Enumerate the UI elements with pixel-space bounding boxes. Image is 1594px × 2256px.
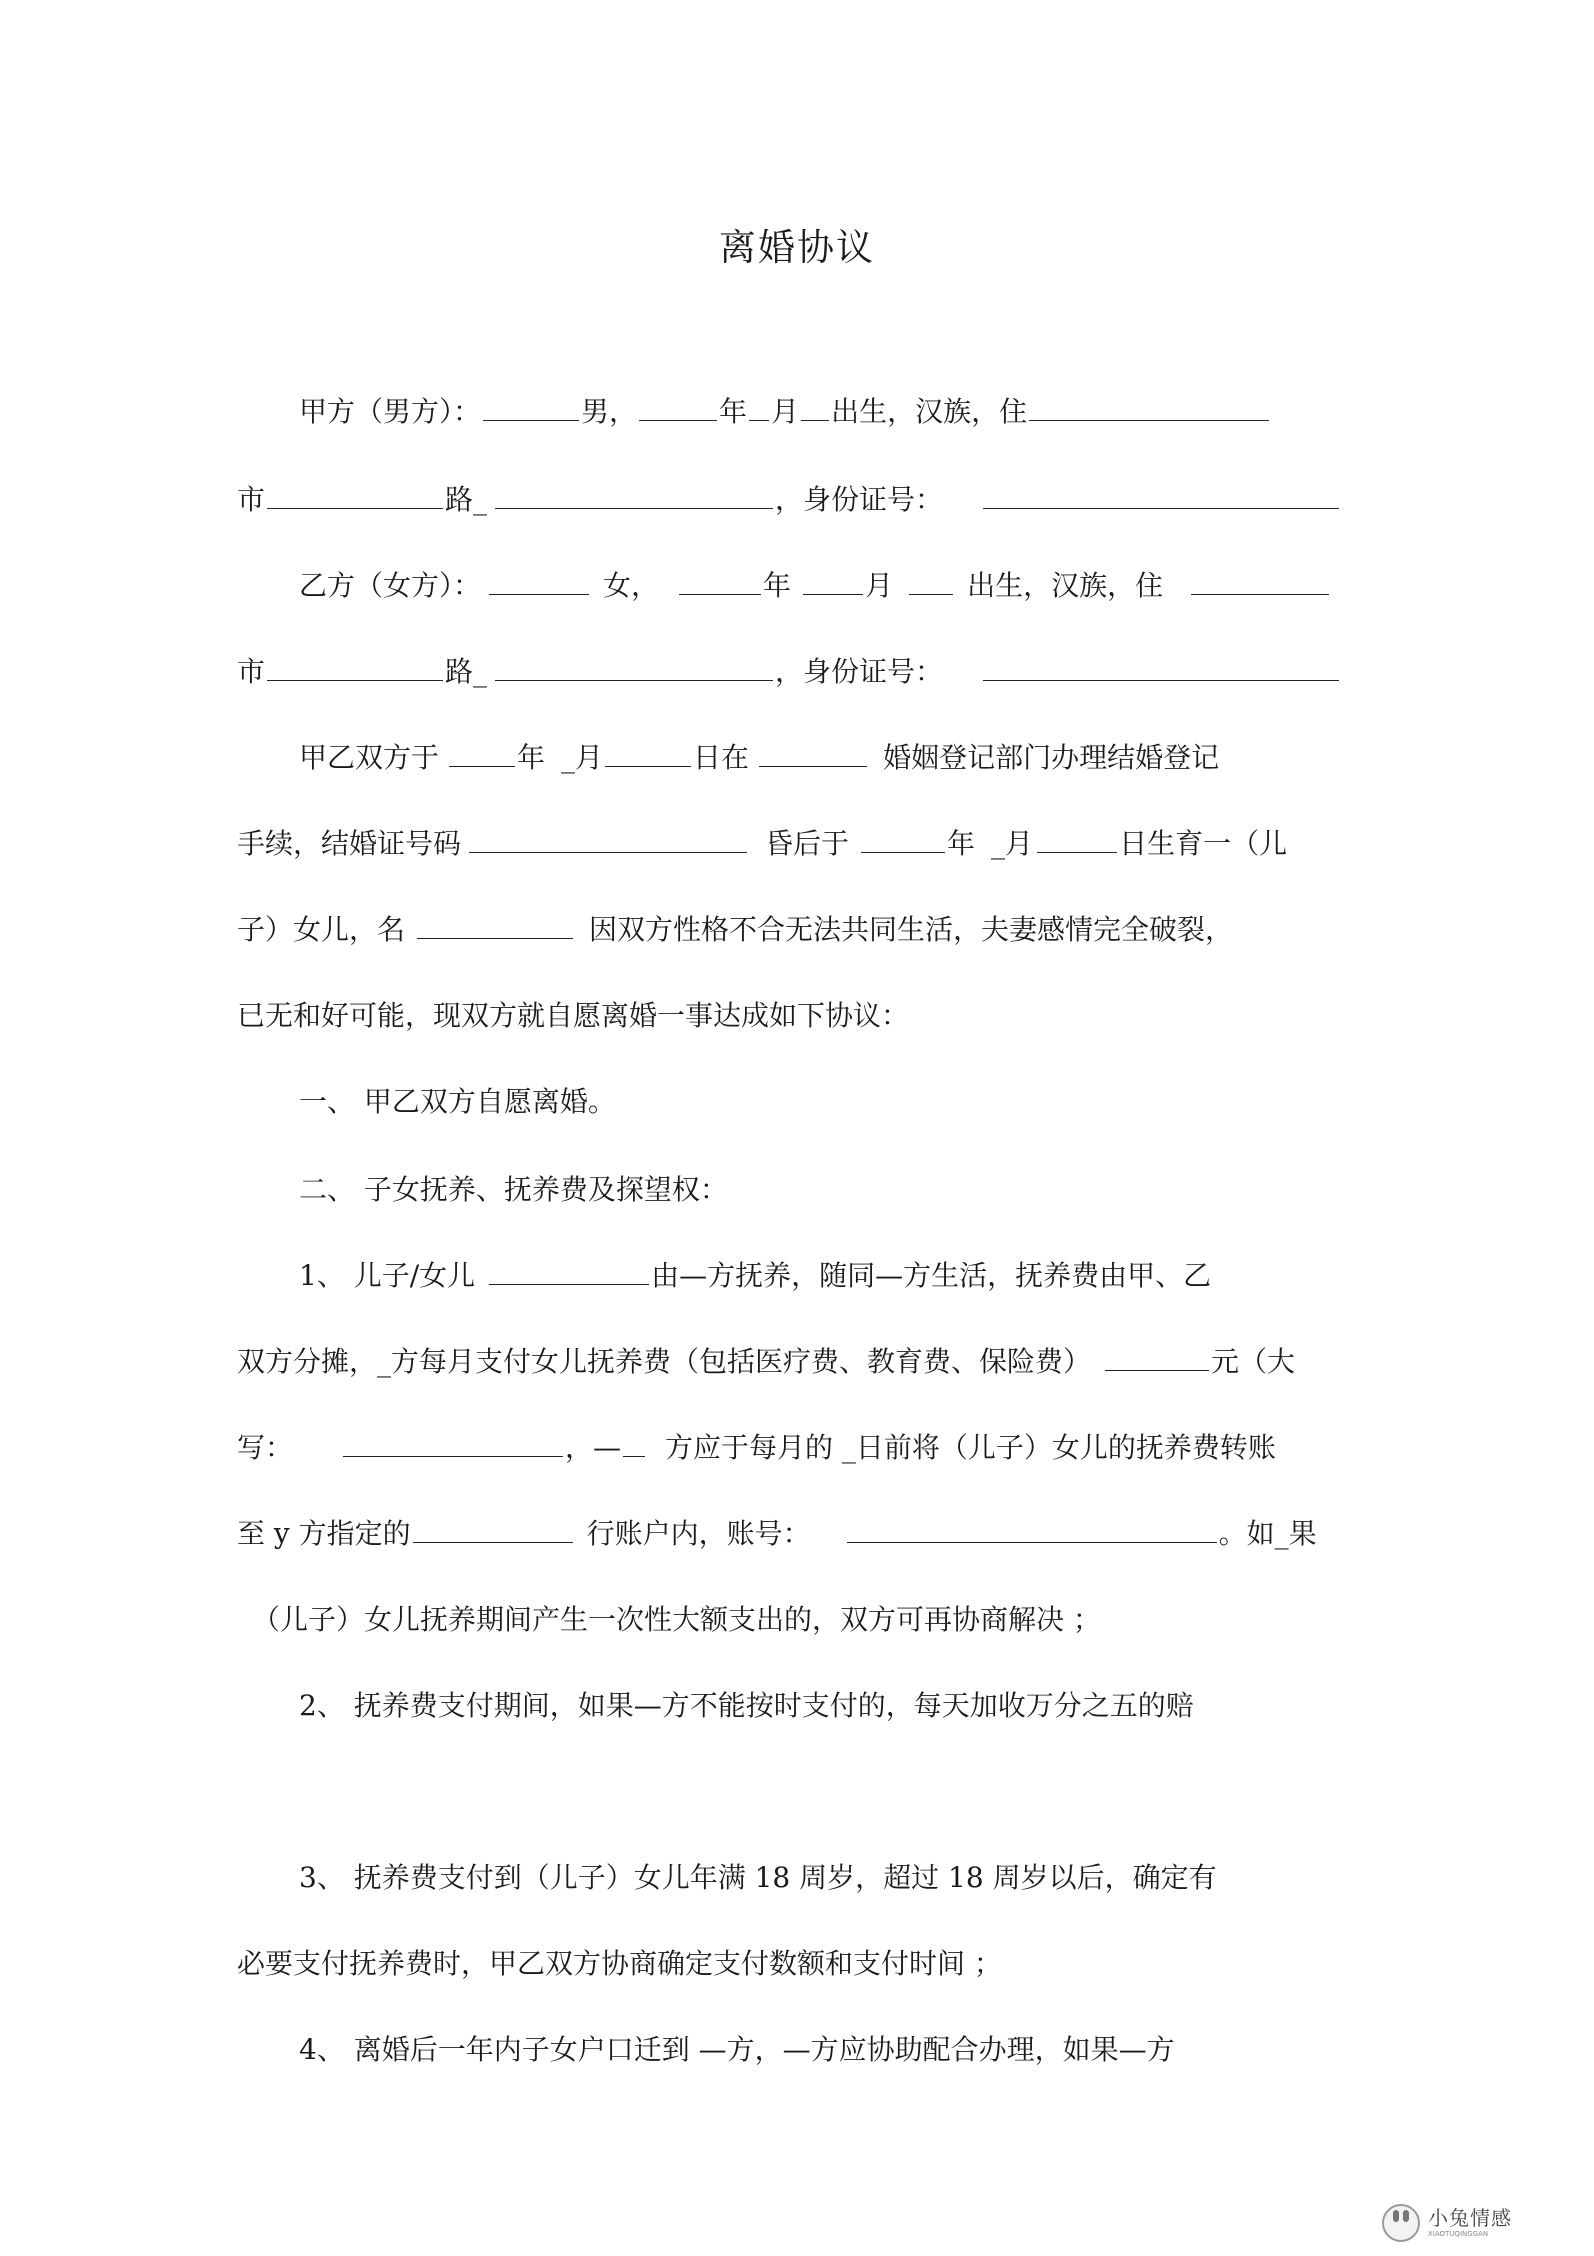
clause-2-1-line-4 [237,1504,1367,1564]
born-ethnic-residence-text: 出生，汉族，住 [831,395,1028,428]
after-marriage-text: 昏后于 [765,827,850,860]
custody-blank [489,1248,649,1285]
birth-month-blank [749,384,769,421]
marriage-year-text: 年 [517,741,546,774]
amount-in-words-label: 写： [237,1431,294,1464]
birth-day-blank-b [909,558,953,595]
late-payment-text: 2、 抚养费支付期间，如果—方不能按时支付的，每天加收万分之五的赔 [299,1689,1194,1722]
residence-blank-b [1191,558,1329,595]
custody-text: 由—方抚养，随同—方生活，抚养费由甲、乙 [651,1259,1212,1292]
child-day-blank [1037,816,1117,853]
payer-text: ，— [565,1431,622,1464]
designated-bank-label: 至 y 方指定的 [237,1517,411,1550]
clause-2-3-line-1 [237,1848,1429,1908]
watermark-logo [1382,2200,1582,2246]
clause-2-3-line-2 [237,1934,1367,1994]
party-a-line-2 [237,470,1367,530]
clause-one [237,1072,1429,1132]
marriage-day-text: 日在 [693,741,750,774]
city-text: 市 [237,483,266,516]
clause-two-text: 二、 子女抚养、抚养费及探望权： [299,1173,728,1206]
party-a-line-1 [237,382,1429,442]
child-name-label: 子）女儿，名 [237,913,406,946]
party-b-name-blank [489,558,589,595]
gender-female-text: 女， [603,569,660,602]
payment-date-text: 方应于每月的 _日前将（儿子）女儿的抚养费转账 [665,1431,1276,1464]
amount-in-words-blank [343,1420,563,1457]
gender-male-text: 男， [581,395,638,428]
party-b-line-1 [237,556,1429,616]
both-parties-text: 甲乙双方于 [299,741,440,774]
if-text: 。如_果 [1218,1517,1317,1550]
road-text: 路_ [445,483,488,516]
party-a-name-blank [483,384,579,421]
born-ethnic-residence-text-b: 出生，汉族，住 [967,569,1164,602]
custody-label: 1、 儿子/女儿 [299,1259,476,1292]
city-blank-b [267,644,443,681]
marriage-line-3 [237,900,1367,960]
clause-2-1-line-1 [237,1246,1429,1306]
road-blank-b [495,644,773,681]
birth-year-blank [639,384,717,421]
watermark-name: 小兔情感 [1428,2206,1512,2230]
year-text-b: 年 [763,569,792,602]
account-number-label: 行账户内，账号： [586,1517,811,1550]
child-name-blank [417,902,573,939]
support-until-18-text: 3、 抚养费支付到（儿子）女儿年满 18 周岁，超过 18 周岁以后，确定有 [299,1861,1217,1894]
marriage-line-1 [237,728,1429,788]
support-payment-text: 双方分摊，_方每月支付女儿抚养费（包括医疗费、教育费、保险费） [237,1345,1092,1378]
clause-2-4 [237,2020,1429,2080]
document-title: 离婚协议 [719,226,875,269]
agreement-intro-text: 已无和好可能，现双方就自愿离婚一事达成如下协议： [237,999,910,1032]
support-amount-blank [1105,1334,1209,1371]
clause-2-2 [237,1676,1429,1736]
watermark-text [1428,2208,1512,2238]
yuan-text: 元（大 [1211,1345,1296,1378]
child-birth-year-blank [861,816,945,853]
rabbit-icon [1382,2204,1420,2242]
party-b-label: 乙方（女方）： [299,569,482,602]
marriage-line-2 [237,814,1367,874]
lump-sum-text: （儿子）女儿抚养期间产生一次性大额支出的，双方可再协商解决 ； [252,1603,1101,1636]
clause-one-text: 一、 甲乙双方自愿离婚。 [299,1085,616,1118]
clause-2-1-line-5 [252,1590,1382,1650]
account-number-blank [847,1506,1217,1543]
party-b-line-2 [237,642,1367,702]
certificate-number-blank [469,816,747,853]
month-text: 月 [771,395,800,428]
agreement-intro [237,986,1367,1046]
child-year-text: 年 [947,827,976,860]
road-blank [495,472,773,509]
breakdown-reason-text: 因双方性格不合无法共同生活，夫妻感情完全破裂， [589,913,1234,946]
registry-text: 婚姻登记部门办理结婚登记 [883,741,1220,774]
registry-blank [759,730,867,767]
id-number-blank [983,472,1339,509]
month-text-b: 月 [865,569,894,602]
bank-name-blank [413,1506,573,1543]
city-text-b: 市 [237,655,266,688]
birth-month-blank-b [803,558,863,595]
marriage-day-blank [605,730,691,767]
party-a-label: 甲方（男方）： [299,395,482,428]
support-after-18-text: 必要支付抚养费时，甲乙双方协商确定支付数额和支付时间 ； [237,1947,1002,1980]
child-month-text: _月 [991,827,1034,860]
road-text-b: 路_ [445,655,488,688]
birth-day-blank [801,384,829,421]
clause-two-heading [237,1160,1429,1220]
id-number-label: ，身份证号： [775,483,944,516]
clause-2-1-line-3 [237,1418,1367,1478]
marriage-month-text: _月 [561,741,604,774]
household-registration-text: 4、 离婚后一年内子女户口迁到 —方，—方应协助配合办理，如果—方 [299,2033,1175,2066]
certificate-number-label: 手续，结婚证号码 [237,827,462,860]
year-text: 年 [719,395,748,428]
city-blank [267,472,443,509]
clause-2-1-line-2 [237,1332,1367,1392]
watermark-url: XIAOTUQINGGAN [1428,2230,1489,2238]
payer-blank [623,1420,645,1457]
birth-year-blank-b [679,558,761,595]
residence-blank [1029,384,1269,421]
child-birth-text: 日生育一（儿 [1119,827,1288,860]
id-number-label-b: ，身份证号： [775,655,944,688]
marriage-year-blank [449,730,515,767]
id-number-blank-b [983,644,1339,681]
